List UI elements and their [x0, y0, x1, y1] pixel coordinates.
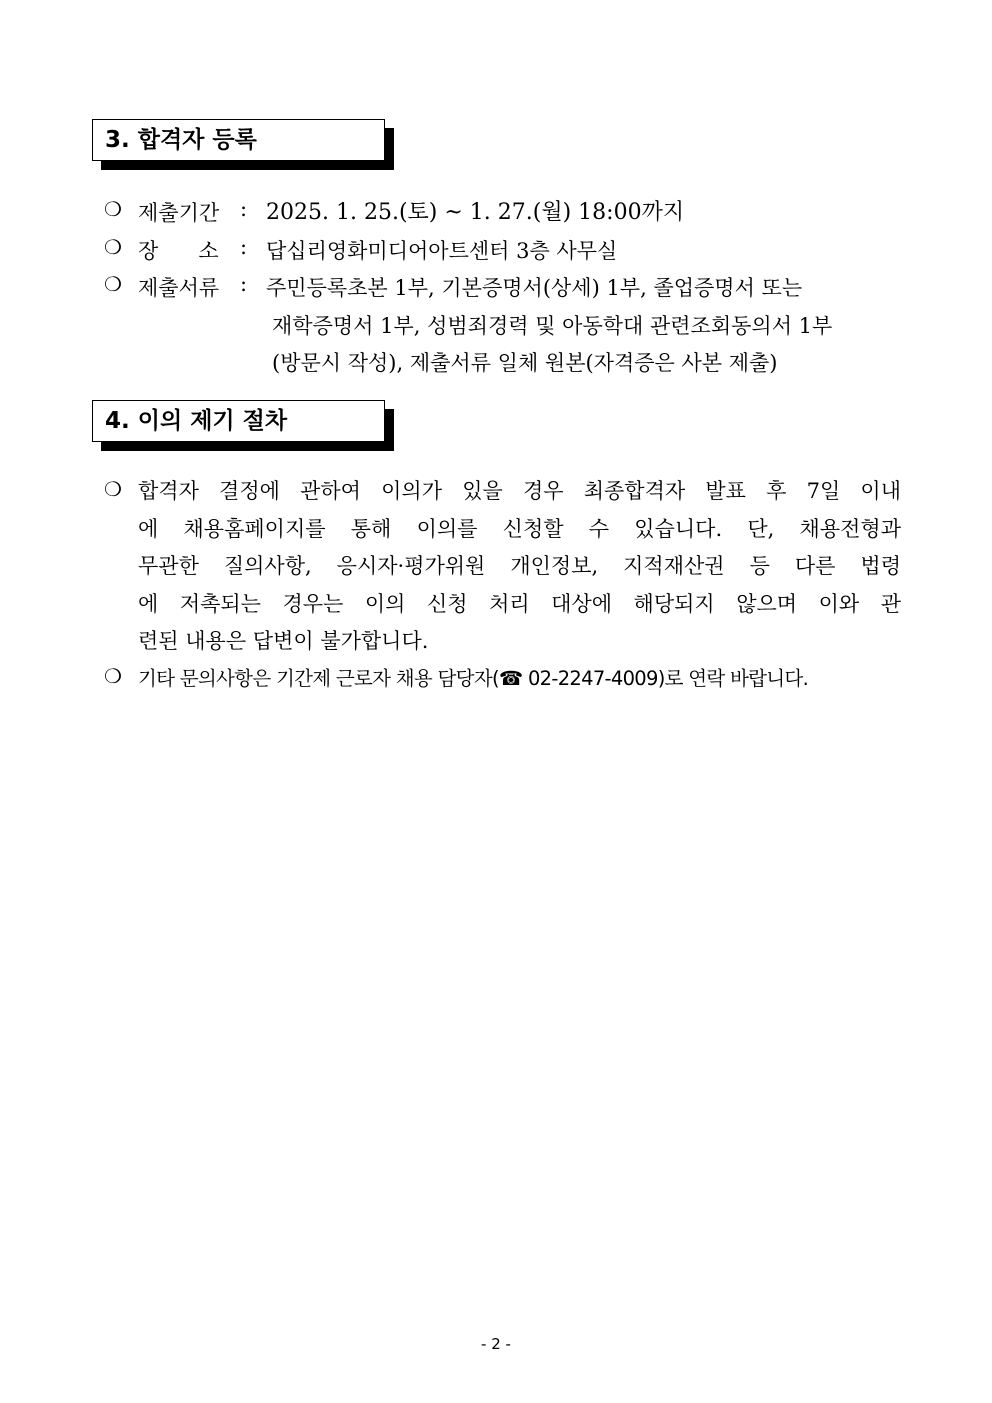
- documents-label: 제출서류: [138, 276, 220, 300]
- contact-line: [138, 663, 808, 691]
- documents-value: 주민등록초본 1부, 기본증명서(상세) 1부, 졸업증명서 또는: [266, 276, 803, 300]
- documents-value-continued: (방문시 작성), 제출서류 일체 원본(자격증은 사본 제출): [272, 351, 778, 375]
- bullet-icon: ❍: [104, 477, 122, 501]
- paragraph-line: 련된 내용은 답변이 불가합니다.: [138, 629, 429, 653]
- colon: :: [240, 197, 248, 221]
- contact-text: 기타 문의사항은 기간제 근로자 채용 담당자(: [138, 667, 499, 690]
- bullet-icon: ❍: [104, 664, 122, 688]
- location-value: 답십리영화미디어아트센터 3층 사무실: [266, 239, 618, 263]
- phone-icon: ☎: [498, 667, 523, 690]
- paragraph-line: 에 채용홈페이지를 통해 이의를 신청할 수 있습니다. 단, 채용전형과: [138, 517, 901, 541]
- colon: :: [240, 272, 248, 296]
- colon: :: [240, 235, 248, 259]
- section-4-heading: 4. 이의 제기 절차: [92, 400, 385, 442]
- section-3-heading: 3. 합격자 등록: [92, 119, 385, 161]
- paragraph-line: 합격자 결정에 관하여 이의가 있을 경우 최종합격자 발표 후 7일 이내: [138, 479, 901, 503]
- bullet-icon: ❍: [104, 272, 122, 296]
- bullet-icon: ❍: [104, 197, 122, 221]
- bullet-icon: ❍: [104, 235, 122, 259]
- documents-value-continued: 재학증명서 1부, 성범죄경력 및 아동학대 관련조회동의서 1부: [272, 314, 833, 338]
- paragraph-line: 무관한 질의사항, 응시자·평가위원 개인정보, 지적재산권 등 다른 법령: [138, 554, 901, 578]
- contact-text: 02-2247-4009)로 연락 바랍니다.: [522, 667, 809, 690]
- paragraph-line: 에 저촉되는 경우는 이의 신청 처리 대상에 해당되지 않으며 이와 관: [138, 592, 901, 616]
- submission-period-label: 제출기간: [138, 201, 220, 225]
- location-label: 장 소: [138, 239, 219, 263]
- page-number: - 2 -: [481, 1335, 511, 1353]
- submission-period-value: 2025. 1. 25.(토) ~ 1. 27.(월) 18:00까지: [266, 200, 685, 225]
